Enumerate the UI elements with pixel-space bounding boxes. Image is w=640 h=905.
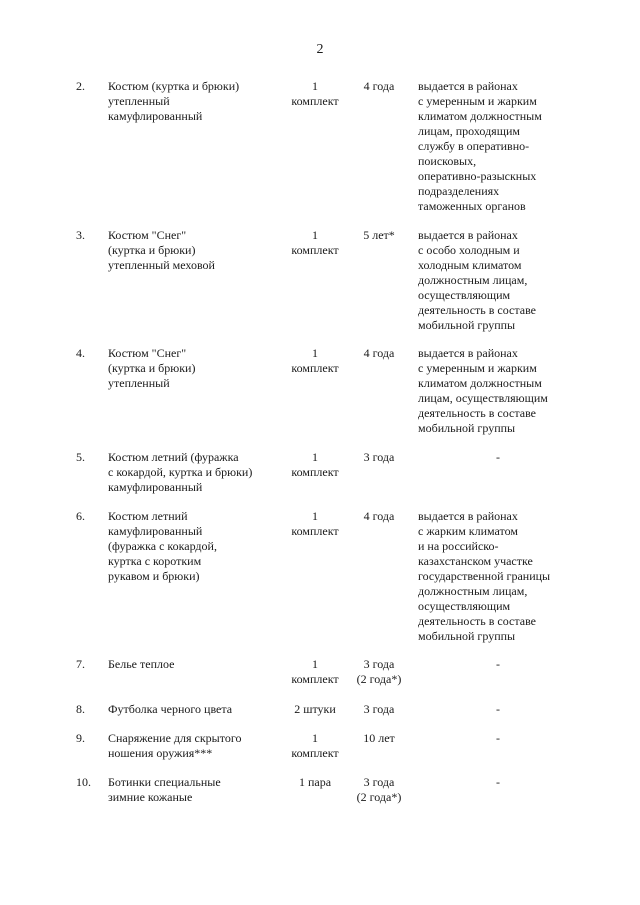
item-quantity: 1 комплект — [291, 79, 339, 108]
item-note: - — [496, 731, 500, 745]
item-quantity: 1 комплект — [291, 509, 339, 538]
row-number: 9. — [76, 731, 85, 745]
row-number: 4. — [76, 346, 85, 360]
item-term: 10 лет — [363, 731, 395, 745]
item-term: 3 года (2 года*) — [356, 657, 402, 686]
page-number: 2 — [316, 42, 324, 57]
item-note: выдается в районах с особо холодным и холодным климатом должностным лицам, осуществляющим деятельность в составе мобильной группы — [418, 228, 537, 332]
item-term: 5 лет* — [363, 228, 395, 242]
item-term: 4 года — [363, 346, 395, 360]
item-quantity: 1 пара — [298, 775, 332, 789]
row-number: 5. — [76, 450, 85, 464]
item-name: Снаряжение для скрытого ношения оружия*** — [108, 731, 242, 760]
item-quantity: 1 комплект — [291, 346, 339, 375]
item-note: - — [496, 775, 500, 789]
item-term: 4 года — [363, 509, 395, 523]
row-number: 3. — [76, 228, 85, 242]
item-note: - — [496, 702, 500, 716]
item-quantity: 1 комплект — [291, 731, 339, 760]
item-note: - — [496, 450, 500, 464]
item-term: 3 года — [363, 702, 395, 716]
item-name: Костюм "Снег" (куртка и брюки) утепленный — [108, 346, 196, 390]
item-quantity: 2 штуки — [294, 702, 336, 716]
row-number: 8. — [76, 702, 85, 716]
item-note: выдается в районах с жарким климатом и на российско- казахстанском участке государственной границы должностным лицам, осуществляющим деятельность в составе мобильной группы — [418, 509, 551, 643]
item-name: Костюм летний (фуражка с кокардой, куртка и брюки) камуфлированный — [108, 450, 253, 494]
item-quantity: 1 комплект — [291, 450, 339, 479]
row-number: 10. — [76, 775, 91, 789]
item-name: Костюм летний камуфлированный (фуражка с кокардой, куртка с коротким рукавом и брюки) — [108, 509, 217, 583]
item-name: Футболка черного цвета — [108, 702, 233, 716]
item-term: 4 года — [363, 79, 395, 93]
item-name: Костюм "Снег" (куртка и брюки) утепленный меховой — [108, 228, 215, 272]
row-number: 6. — [76, 509, 85, 523]
row-number: 2. — [76, 79, 85, 93]
item-note: выдается в районах с умеренным и жарким климатом должностным лицам, проходящим службу в оперативно- поисковых, оперативно-разыскных подразделениях таможенных органов — [418, 79, 542, 213]
item-term: 3 года — [363, 450, 395, 464]
item-quantity: 1 комплект — [291, 228, 339, 257]
row-number: 7. — [76, 657, 85, 671]
item-name: Ботинки специальные зимние кожаные — [108, 775, 221, 804]
item-term: 3 года (2 года*) — [356, 775, 402, 804]
item-note: - — [496, 657, 500, 671]
item-quantity: 1 комплект — [291, 657, 339, 686]
item-name: Костюм (куртка и брюки) утепленный камуфлированный — [108, 79, 240, 123]
item-name: Белье теплое — [108, 657, 175, 671]
item-note: выдается в районах с умеренным и жарким климатом должностным лицам, осуществляющим деятельность в составе мобильной группы — [418, 346, 548, 435]
